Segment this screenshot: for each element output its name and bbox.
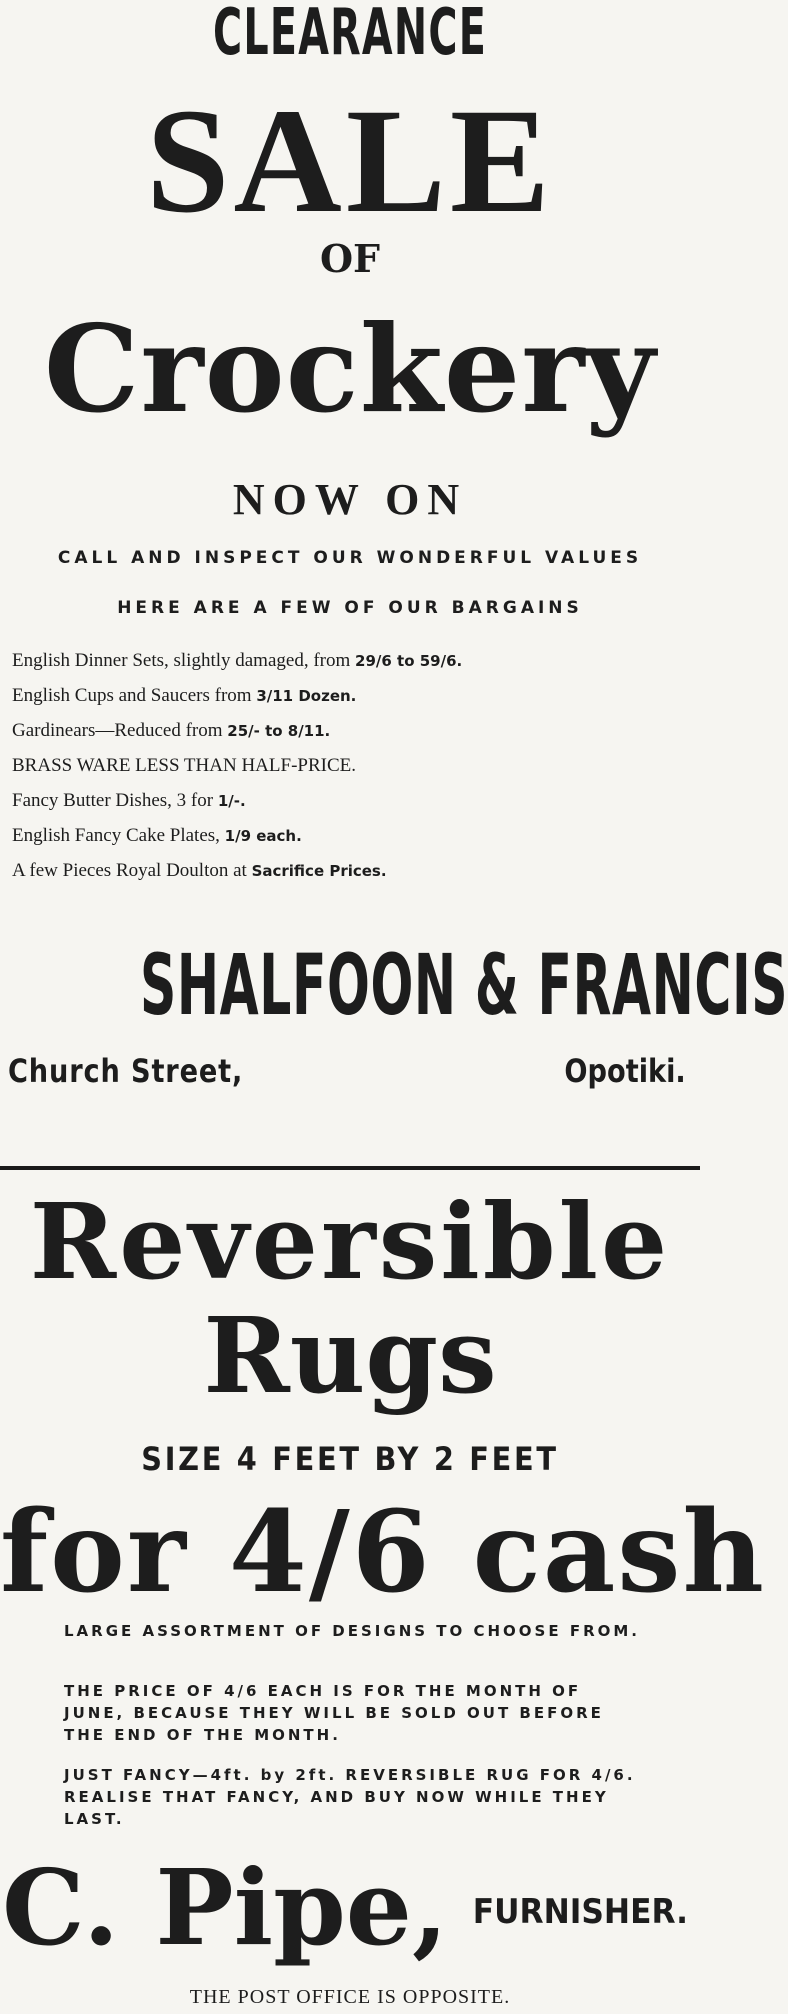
location-footer: THE POST OFFICE IS OPPOSITE. bbox=[189, 1986, 511, 2008]
bargain-item bbox=[12, 825, 692, 860]
bargain-list bbox=[12, 650, 692, 895]
clearance-heading: CLEARANCE bbox=[212, 0, 488, 70]
bargain-price: 29/6 to 59/6. bbox=[355, 652, 463, 670]
bargain-price: 3/11 Dozen. bbox=[256, 687, 357, 705]
merchant-trade: FURNISHER. bbox=[472, 1892, 688, 1932]
crockery-heading: Crockery bbox=[43, 299, 657, 440]
assortment-paragraph: LARGE ASSORTMENT OF DESIGNS TO CHOOSE FROM. bbox=[64, 1622, 640, 1640]
bargain-price: 25/- to 8/11. bbox=[227, 722, 331, 740]
firm-name: SHALFOON & FRANCIS bbox=[139, 936, 788, 1034]
merchant-name: C. Pipe, bbox=[2, 1846, 449, 1969]
bargain-text: English Fancy Cake Plates, bbox=[12, 825, 225, 846]
bargain-text: Gardinears—Reduced from bbox=[12, 720, 228, 741]
firm-street: Church Street, bbox=[8, 1052, 244, 1090]
bargain-item bbox=[12, 650, 692, 685]
just-fancy-paragraph: JUST FANCY—4ft. by 2ft. REVERSIBLE RUG FOR 4/6. REALISE THAT FANCY, AND BUY NOW WHILE THEY LAST. bbox=[64, 1766, 636, 1828]
bargain-text: English Dinner Sets, slightly damaged, from bbox=[12, 650, 356, 671]
bargain-text: English Cups and Saucers from bbox=[12, 685, 257, 706]
bargain-text: BRASS WARE LESS THAN HALF-PRICE. bbox=[12, 755, 356, 776]
rug-size-line: SIZE 4 FEET BY 2 FEET bbox=[141, 1440, 559, 1478]
advertisement-divider bbox=[0, 1166, 700, 1170]
bargains-intro-line: HERE ARE A FEW OF OUR BARGAINS bbox=[117, 598, 583, 618]
now-on-heading: NOW ON bbox=[232, 475, 468, 524]
june-price-paragraph: THE PRICE OF 4/6 EACH IS FOR THE MONTH OF JUNE, BECAUSE THEY WILL BE SOLD OUT BEFORE THE END OF THE MONTH. bbox=[64, 1682, 604, 1744]
reversible-heading: Reversible bbox=[29, 1180, 671, 1303]
sale-heading: SALE bbox=[146, 78, 554, 244]
call-to-inspect-line: CALL AND INSPECT OUR WONDERFUL VALUES bbox=[57, 548, 643, 568]
bargain-text: A few Pieces Royal Doulton at bbox=[12, 860, 252, 881]
bargain-item bbox=[12, 720, 692, 755]
bargain-item bbox=[12, 685, 692, 720]
bargain-item bbox=[12, 860, 692, 895]
bargain-price: Sacrifice Prices. bbox=[251, 862, 387, 880]
bargain-price: 1/9 each. bbox=[224, 827, 302, 845]
rugs-advertisement bbox=[0, 1172, 766, 2014]
bargain-item bbox=[12, 790, 692, 825]
firm-town: Opotiki. bbox=[564, 1052, 686, 1090]
bargain-price: 1/-. bbox=[217, 792, 246, 810]
rugs-heading: Rugs bbox=[203, 1294, 497, 1417]
bargain-text: Fancy Butter Dishes, 3 for bbox=[12, 790, 218, 811]
bargain-item bbox=[12, 755, 692, 790]
of-heading: OF bbox=[319, 236, 381, 281]
price-headline: for 4/6 cash bbox=[0, 1487, 766, 1618]
